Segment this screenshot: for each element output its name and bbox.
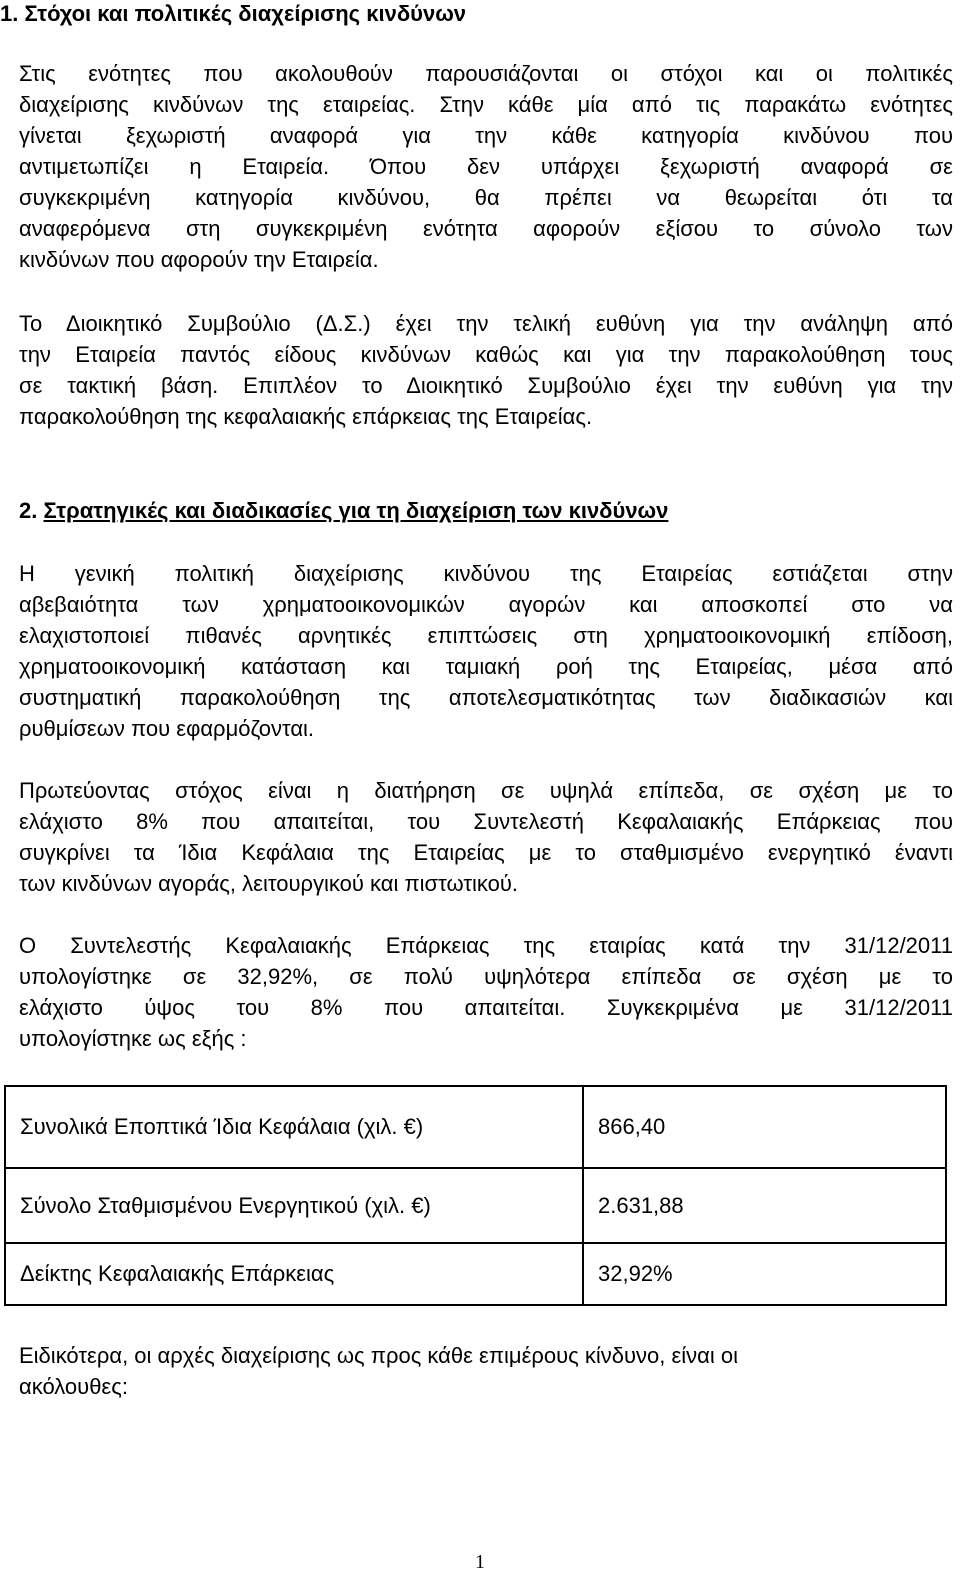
text-line: συγκρίνει τα Ίδια Κεφάλαια της Εταιρείας με το σταθμισμένο ενεργητικό έναντι [19,840,953,865]
table-row [5,1086,946,1168]
text-line: συγκεκριμένη κατηγορία κινδύνου, θα πρέπει να θεωρείται ότι τα [19,185,953,210]
table-cell-label: Δείκτης Κεφαλαιακής Επάρκειας [5,1243,583,1305]
text-line: ακόλουθες: [19,1374,128,1399]
section-2-paragraph-1 [19,558,953,744]
section-2-heading-text: Στρατηγικές και διαδικασίες για τη διαχείριση των κινδύνων [43,498,669,523]
table-cell-value: 2.631,88 [583,1168,946,1243]
text-line: των κινδύνων αγοράς, λειτουργικού και πιστωτικού. [19,871,519,896]
text-line: Η γενική πολιτική διαχείρισης κινδύνου της Εταιρείας εστιάζεται στην [19,561,953,586]
text-line: ελαχιστοποιεί πιθανές αρνητικές επιπτώσεις στη χρηματοοικονομική επίδοση, [19,623,953,648]
section-2-paragraph-3 [19,930,953,1054]
text-line: υπολογίστηκε σε 32,92%, σε πολύ υψηλότερα επίπεδα σε σχέση με το [19,964,953,989]
text-line: γίνεται ξεχωριστή αναφορά για την κάθε κατηγορία κινδύνου που [19,123,953,148]
text-line: ελάχιστο 8% που απαιτείται, του Συντελεστή Κεφαλαιακής Επάρκειας που [19,809,953,834]
text-line: αβεβαιότητα των χρηματοοικονομικών αγορών και αποσκοπεί στο να [19,592,953,617]
section-1-paragraph-1 [19,58,953,275]
section-1-heading: 1. Στόχοι και πολιτικές διαχείρισης κινδύνων [0,1,467,26]
page-number: 1 [475,1551,485,1573]
text-line: την Εταιρεία παντός είδους κινδύνων καθώς και για την παρακολούθηση τους [19,342,953,367]
section-1-paragraph-2 [19,308,953,432]
table-cell-label: Σύνολο Σταθμισμένου Ενεργητικού (χιλ. €) [5,1168,583,1243]
text-line: Ο Συντελεστής Κεφαλαιακής Επάρκειας της εταιρίας κατά την 31/12/2011 [19,933,953,958]
text-line: αντιμετωπίζει η Εταιρεία. Όπου δεν υπάρχει ξεχωριστή αναφορά σε [19,154,953,179]
table-row [5,1243,946,1305]
text-line: Πρωτεύοντας στόχος είναι η διατήρηση σε υψηλά επίπεδα, σε σχέση με το [19,778,953,803]
text-line: ελάχιστο ύψος του 8% που απαιτείται. Συγκεκριμένα με 31/12/2011 [19,995,953,1020]
capital-adequacy-table [4,1085,947,1306]
section-2-heading [19,497,668,525]
table-cell-label: Συνολικά Εποπτικά Ίδια Κεφάλαια (χιλ. €) [5,1086,583,1168]
section-2-paragraph-4 [19,1340,953,1402]
text-line: σε τακτική βάση. Επιπλέον το Διοικητικό Συμβούλιο έχει την ευθύνη για την [19,373,953,398]
text-line: διαχείρισης κινδύνων της εταιρείας. Στην κάθε μία από τις παρακάτω ενότητες [19,92,953,117]
text-line: υπολογίστηκε ως εξής : [19,1026,247,1051]
table-row [5,1168,946,1243]
text-line: Στις ενότητες που ακολουθούν παρουσιάζονται οι στόχοι και οι πολιτικές [19,61,953,86]
text-line: χρηματοοικονομική κατάσταση και ταμιακή ροή της Εταιρείας, μέσα από [19,654,953,679]
table-cell-value: 866,40 [583,1086,946,1168]
section-2-paragraph-2 [19,775,953,899]
text-line: Το Διοικητικό Συμβούλιο (Δ.Σ.) έχει την τελική ευθύνη για την ανάληψη από [19,311,953,336]
text-line: κινδύνων που αφορούν την Εταιρεία. [19,247,379,272]
text-line: παρακολούθηση της κεφαλαιακής επάρκειας της Εταιρείας. [19,404,593,429]
text-line: αναφερόμενα στη συγκεκριμένη ενότητα αφορούν εξίσου το σύνολο των [19,216,953,241]
text-line: συστηματική παρακολούθηση της αποτελεσματικότητας των διαδικασιών και [19,685,953,710]
text-line: ρυθμίσεων που εφαρμόζονται. [19,716,315,741]
text-line: Ειδικότερα, οι αρχές διαχείρισης ως προς κάθε επιμέρους κίνδυνο, είναι οι [19,1343,739,1368]
section-2-heading-number: 2. [19,498,38,523]
table-cell-value: 32,92% [583,1243,946,1305]
